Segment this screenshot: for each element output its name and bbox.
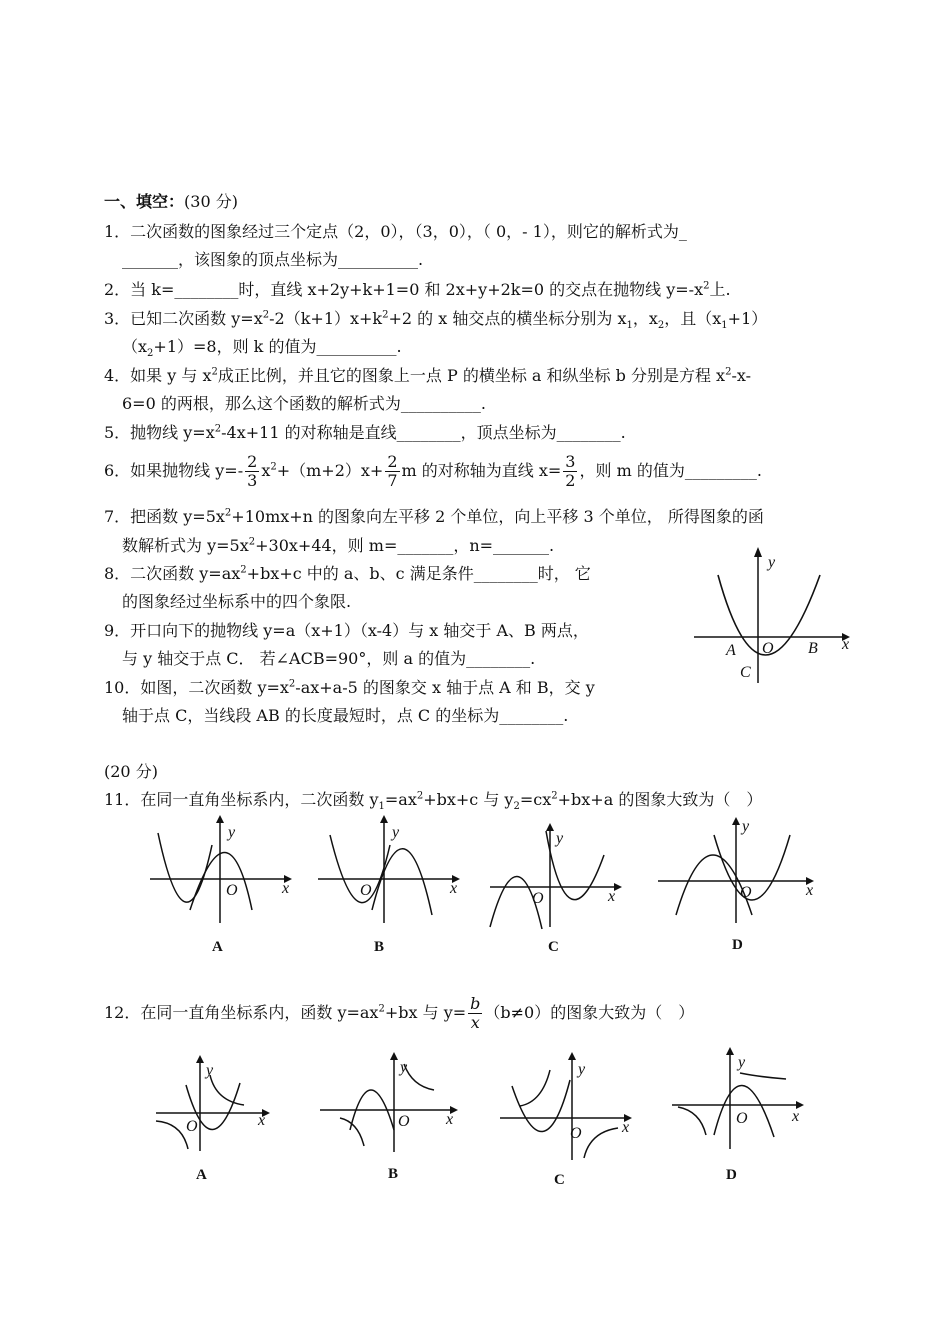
q3-s2: 2 [382, 309, 389, 321]
option-d-label: D [726, 1167, 737, 1183]
q7-a: 7．把函数 y=5x [104, 507, 225, 526]
x-label: x [608, 888, 616, 905]
origin-label: O [762, 640, 774, 657]
origin-label: O [226, 882, 238, 899]
q11-sub1: 1 [378, 801, 385, 813]
x-label: x [258, 1112, 266, 1129]
origin-label: O [740, 884, 752, 901]
curve-1 [546, 831, 604, 900]
q11-option-c-graph [488, 815, 638, 957]
q6-f2-den: 7 [387, 471, 398, 490]
q12-c: （b≠0）的图象大致为（ ） [484, 1003, 695, 1022]
question-1-line-1 [104, 222, 687, 242]
origin-label: O [736, 1110, 748, 1127]
q1-text-a: 1．二次函数的图象经过三个定点（2，0），（3，0），（ 0，- 1），则它的解析式为_ [104, 222, 687, 241]
q11-a: 11．在同一直角坐标系内，二次函数 y [104, 790, 379, 809]
x-label: x [282, 880, 290, 897]
q6-f3-den: 2 [565, 471, 576, 490]
y-label: y [742, 818, 750, 835]
point-a-label: A [726, 642, 736, 659]
x-label: x [792, 1108, 800, 1125]
x-label: x [450, 880, 458, 897]
q4-d: 6=0 的两根，那么这个函数的解析式为__________. [122, 394, 486, 413]
q6-f1-den: 3 [247, 471, 258, 490]
question-9-line-2 [122, 649, 535, 669]
option-a-label: A [196, 1167, 207, 1183]
section-2-score: (20 分) [104, 762, 158, 781]
q6-f3-num: 3 [565, 452, 576, 471]
q6-d: m 的对称轴为直线 x= [401, 461, 562, 480]
origin-label: O [532, 890, 544, 907]
q4-c: -x- [731, 366, 752, 385]
q11-option-b-graph [316, 815, 466, 957]
hyperbola-branch-1 [404, 1064, 434, 1090]
y-label: y [206, 1062, 214, 1079]
q6-a: 6．如果抛物线 y=- [104, 461, 244, 480]
q11-d: =cx [519, 790, 552, 809]
hyperbola-branch-2 [584, 1128, 618, 1158]
q12-option-b-graph [318, 1050, 468, 1185]
q7-c: 数解析式为 y=5x [122, 536, 249, 555]
q10-a: 10．如图，二次函数 y=x [104, 678, 289, 697]
q6-fraction-2 [385, 453, 399, 490]
option-d-label: D [732, 937, 743, 953]
q6-fraction-3 [563, 453, 577, 490]
origin-label: O [186, 1118, 198, 1135]
y-axis-arrow [380, 815, 388, 823]
q4-b: 成正比例，并且它的图象上一点 P 的横坐标 a 和纵坐标 b 分别是方程 x [217, 366, 726, 385]
q3-sub4: 2 [147, 348, 154, 360]
question-4-line-1 [104, 366, 751, 386]
q12-s1: 2 [378, 1003, 385, 1015]
hyperbola-branch-2 [156, 1121, 188, 1149]
y-label: y [578, 1061, 586, 1078]
q2-text-a: 2．当 k=________时，直线 x+2y+k+1=0 和 2x+y+2k=0 的交点在抛物线 y=-x [104, 280, 704, 299]
y-label: y [400, 1059, 408, 1076]
q12-f-den: x [470, 1013, 480, 1032]
q4-s2: 2 [725, 366, 732, 378]
q7-b: +10mx+n 的图象向左平移 2 个单位，向上平移 3 个单位， 所得图象的函 [231, 507, 764, 526]
curve-2 [190, 853, 252, 911]
q12-a: 12．在同一直角坐标系内，函数 y=ax [104, 1003, 379, 1022]
curve-2 [714, 835, 790, 900]
y-label: y [228, 824, 236, 841]
q9-b: 与 y 轴交于点 C． 若∠ACB=90°，则 a 的值为________. [122, 649, 536, 668]
q10-b: -ax+a-5 的图象交 x 轴于点 A 和 B，交 y [295, 678, 595, 697]
question-12 [104, 988, 694, 1038]
y-axis-arrow [732, 817, 740, 825]
q3-sub1: 1 [626, 320, 633, 332]
point-c-label: C [740, 664, 751, 681]
x-axis-arrow [614, 883, 622, 891]
q3-sub3: 1 [721, 320, 728, 332]
y-axis-arrow [216, 815, 224, 823]
question-4-line-2 [122, 394, 486, 414]
origin-label: O [360, 882, 372, 899]
origin-label: O [398, 1113, 410, 1130]
x-label: x [622, 1119, 630, 1136]
q12-option-d-graph [670, 1045, 815, 1185]
hyperbola-branch-1 [520, 1070, 550, 1106]
q6-f2-num: 2 [387, 452, 398, 471]
q3-g: （x [122, 337, 148, 356]
y-axis-arrow [546, 823, 554, 831]
question-5 [104, 423, 626, 443]
y-axis-arrow [726, 1047, 734, 1055]
q11-option-a-graph [148, 815, 298, 957]
question-6 [104, 446, 762, 496]
q8-c: 的图象经过坐标系中的四个象限. [122, 592, 352, 611]
question-1-line-2 [122, 250, 423, 270]
y-label: y [556, 830, 564, 847]
section-score: (30 分) [184, 192, 238, 211]
q10-c: 轴于点 C，当线段 AB 的长度最短时，点 C 的坐标为________. [122, 706, 569, 725]
q3-f: +1） [727, 309, 768, 328]
q6-c: +（m+2）x+ [276, 461, 384, 480]
q5-s1: 2 [214, 423, 222, 435]
y-axis-arrow [568, 1052, 576, 1060]
q8-s1: 2 [240, 564, 247, 576]
q9-a: 9．开口向下的抛物线 y=a（x+1）（x-4）与 x 轴交于 A、B 两点， [104, 621, 589, 640]
curve-2 [372, 849, 432, 915]
q3-sub2: 2 [657, 320, 665, 332]
question-2 [104, 280, 731, 300]
q3-h: +1）=8，则 k 的值为__________. [153, 337, 402, 356]
option-c-label: C [554, 1172, 565, 1188]
point-b-label: B [808, 640, 818, 657]
q12-f-num: b [470, 994, 481, 1013]
q12-option-a-graph [152, 1055, 282, 1185]
hyperbola-branch-1 [210, 1075, 244, 1105]
q6-fraction-1 [245, 453, 259, 490]
q3-e: ，且（x [664, 309, 722, 328]
curve-1 [158, 833, 212, 902]
question-8-line-1 [104, 564, 591, 584]
q8-a: 8．二次函数 y=ax [104, 564, 241, 583]
section-title: 一、填空： [104, 192, 185, 211]
q11-e: +bx+a 的图象大致为（ ） [557, 790, 763, 809]
y-axis-arrow [390, 1052, 398, 1060]
question-11 [104, 790, 763, 813]
y-axis-arrow [196, 1055, 204, 1063]
x-label: x [806, 882, 814, 899]
question-3-line-2 [122, 337, 402, 360]
q2-sup: 2 [703, 280, 710, 292]
q2-text-b: 上. [709, 280, 731, 299]
y-axis-arrow [754, 547, 762, 557]
q10-s1: 2 [288, 678, 296, 690]
q11-s2: 2 [551, 790, 558, 802]
question-3-line-1 [104, 309, 768, 332]
hyperbola-branch-1 [740, 1073, 786, 1079]
y-label: y [738, 1054, 746, 1071]
q3-d: ，x [632, 309, 658, 328]
q7-d: +30x+44，则 m=_______，n=_______. [255, 536, 555, 555]
q8-b: +bx+c 中的 a、b、c 满足条件________时， 它 [246, 564, 591, 583]
hyperbola-branch-2 [678, 1107, 706, 1135]
q6-s1: 2 [270, 461, 277, 473]
q3-s1: 2 [262, 309, 270, 321]
q11-c: +bx+c 与 y [423, 790, 514, 809]
q1-text-b: _______，该图象的顶点坐标为__________. [122, 250, 424, 269]
question-7-line-1 [104, 507, 764, 527]
question-10-line-1 [104, 678, 595, 698]
x-label: x [842, 636, 850, 653]
q3-b: -2（k+1）x+k [269, 309, 383, 328]
q3-a: 3．已知二次函数 y=x [104, 309, 263, 328]
y-label: y [392, 824, 400, 841]
q12-b: +bx 与 y= [384, 1003, 467, 1022]
q12-fraction [468, 995, 482, 1032]
question-8-line-2 [122, 592, 351, 612]
q3-c: +2 的 x 轴交点的横坐标分别为 x [388, 309, 627, 328]
q6-b: x [261, 461, 271, 480]
q5-a: 5．抛物线 y=x [104, 423, 215, 442]
q11-sub2: 2 [513, 801, 520, 813]
q7-s2: 2 [248, 536, 256, 548]
question-7-line-2 [122, 536, 554, 556]
q11-s1: 2 [416, 790, 424, 802]
option-b-label: B [388, 1166, 399, 1182]
q7-s1: 2 [224, 507, 232, 519]
option-c-label: C [548, 939, 559, 955]
question-9-line-1 [104, 621, 589, 641]
question-10-line-2 [122, 706, 568, 726]
origin-label: O [570, 1125, 582, 1142]
q11-b: =ax [384, 790, 417, 809]
q4-a: 4．如果 y 与 x [104, 366, 212, 385]
option-a-label: A [212, 939, 223, 955]
q10-figure [690, 545, 850, 685]
q12-option-c-graph [498, 1050, 643, 1190]
x-label: x [446, 1111, 454, 1128]
y-label: y [768, 554, 776, 571]
q4-s1: 2 [211, 366, 218, 378]
section-heading [104, 192, 238, 212]
q6-e: ，则 m 的值为_________. [579, 461, 762, 480]
q5-b: -4x+11 的对称轴是直线________，顶点坐标为________. [221, 423, 626, 442]
option-b-label: B [374, 939, 385, 955]
q6-f1-num: 2 [247, 452, 258, 471]
q11-option-d-graph [656, 815, 826, 957]
